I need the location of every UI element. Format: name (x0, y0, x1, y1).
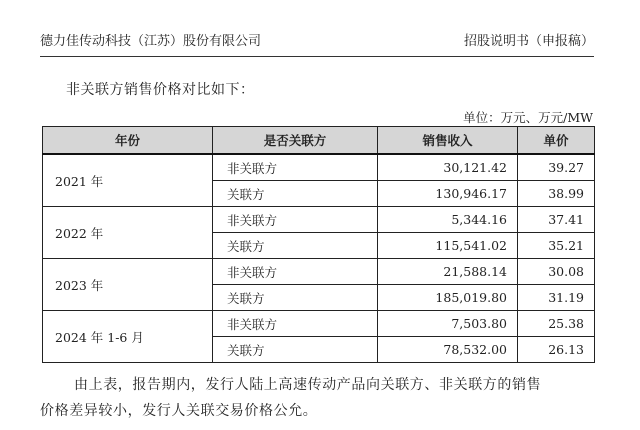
revenue-cell: 21,588.14 (378, 259, 518, 285)
price-cell: 38.99 (518, 181, 595, 207)
relation-cell: 非关联方 (213, 207, 378, 233)
price-cell: 30.08 (518, 259, 595, 285)
document-title: 招股说明书（申报稿） (463, 34, 594, 49)
conclusion-paragraph (40, 372, 596, 424)
relation-cell: 非关联方 (213, 154, 378, 181)
year-cell: 2024 年 1-6 月 (43, 311, 213, 363)
revenue-cell: 7,503.80 (378, 311, 518, 337)
revenue-cell: 130,946.17 (378, 181, 518, 207)
paragraph-line-2: 价格差异较小，发行人关联交易价格公允。 (40, 403, 318, 419)
table-row (43, 207, 595, 233)
relation-cell: 非关联方 (213, 259, 378, 285)
year-cell: 2022 年 (43, 207, 213, 259)
year-cell: 2023 年 (43, 259, 213, 311)
unit-note: 单位：万元、万元/MW (463, 110, 593, 125)
price-cell: 25.38 (518, 311, 595, 337)
revenue-cell: 78,532.00 (378, 337, 518, 363)
table-row (43, 311, 595, 337)
price-cell: 35.21 (518, 233, 595, 259)
relation-cell: 关联方 (213, 337, 378, 363)
paragraph-line-1: 由上表，报告期内，发行人陆上高速传动产品向关联方、非关联方的销售 (74, 377, 542, 393)
price-cell: 31.19 (518, 285, 595, 311)
relation-cell: 关联方 (213, 181, 378, 207)
header-divider (40, 56, 594, 57)
relation-cell: 关联方 (213, 233, 378, 259)
price-cell: 26.13 (518, 337, 595, 363)
revenue-cell: 115,541.02 (378, 233, 518, 259)
page-header (40, 30, 594, 49)
company-name: 德力佳传动科技（江苏）股份有限公司 (40, 34, 262, 49)
table-header-row (43, 127, 595, 155)
relation-cell: 关联方 (213, 285, 378, 311)
price-cell: 39.27 (518, 154, 595, 181)
revenue-cell: 30,121.42 (378, 154, 518, 181)
header-related-party: 是否关联方 (213, 127, 378, 155)
price-cell: 37.41 (518, 207, 595, 233)
table-row (43, 154, 595, 181)
price-comparison-table (42, 126, 595, 363)
year-cell: 2021 年 (43, 154, 213, 207)
header-revenue: 销售收入 (378, 127, 518, 155)
revenue-cell: 5,344.16 (378, 207, 518, 233)
relation-cell: 非关联方 (213, 311, 378, 337)
section-intro: 非关联方销售价格对比如下： (66, 82, 255, 98)
table-row (43, 259, 595, 285)
revenue-cell: 185,019.80 (378, 285, 518, 311)
header-unit-price: 单价 (518, 127, 595, 155)
header-year: 年份 (43, 127, 213, 155)
